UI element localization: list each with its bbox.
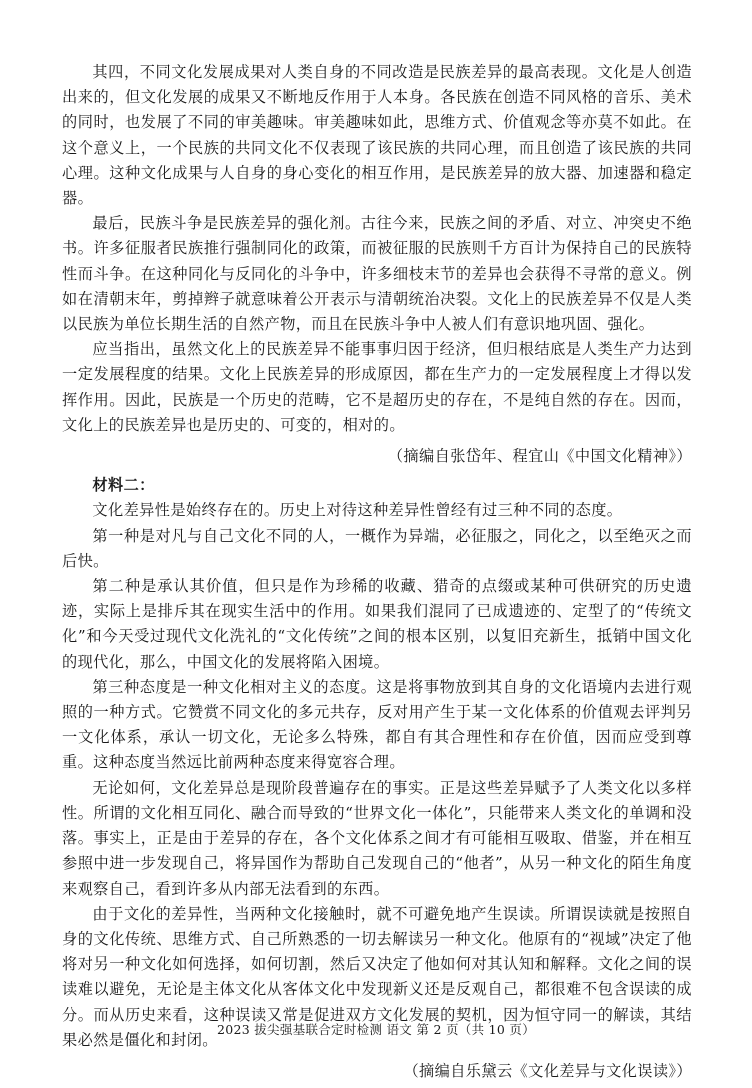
paragraph-fourth-point: 其四，不同文化发展成果对人类自身的不同改造是民族差异的最高表现。文化是人创造出来的，但文化发展的成果又不断地反作用于人本身。各民族在创造不同风格的音乐、美术的同时，也发展了不同的审美趣味。审美趣味如此，思维方式、价值观念等亦莫不如此。在这个意义上，一个民族的共同文化不仅表现了该民族的共同心理，而且创造了该民族的共同心理。这种文化成果与人自身的身心变化的相互作用，是民族差异的放大器、加速器和稳定器。 [62, 63, 692, 208]
source-citation-1: （摘编自张岱年、程宜山《中国文化精神》） [387, 447, 692, 466]
paragraph-economic-basis: 应当指出，虽然文化上的民族差异不能事事归因于经济，但归根结底是人类生产力达到一定发展程度的结果。文化上民族差异的形成原因，都在生产力的一定发展程度上才得以发挥作用。因此，民族是一个历史的范畴，它不是超历史的存在，不是纯自然的存在。因而，文化上的民族差异也是历史的、可变的，相对的。 [62, 340, 692, 434]
paragraph-second-attitude: 第二种是承认其价值，但只是作为珍稀的收藏、猎奇的点缀或某种可供研究的历史遗迹，实际上是排斥其在现实生活中的作用。如果我们混同了已成遗迹的、定型了的“传统文化”和今天受过现代文化洗礼的“文化传统”之间的根本区别，以复旧充新生，抵销中国文化的现代化，那么，中国文化的发展将陷入困境。 [62, 577, 692, 671]
paragraph-misreading: 由于文化的差异性，当两种文化接触时，就不可避免地产生误读。所谓误读就是按照自身的文化传统、思维方式、自己所熟悉的一切去解读另一种文化。他原有的“视域”决定了他将对另一种文化如何选择，如何切割，然后又决定了他如何对其认知和解释。文化之间的误读难以避免，无论是主体文化从客体文化中发现新义还是反观自己，都很难不包含误读的成分。而从历史来看，这种误读又常是促进双方文化发展的契机，因为恒守同一的解读，其结果必然是僵化和封闭。 [62, 904, 692, 1049]
paragraph-three-attitudes: 文化差异性是始终存在的。历史上对待这种差异性曾经有过三种不同的态度。 [92, 501, 623, 520]
paragraph-national-struggle: 最后，民族斗争是民族差异的强化剂。古往今来，民族之间的矛盾、对立、冲突史不绝书。许多征服者民族推行强制同化的政策，而被征服的民族则千方百计为保持自己的民族特性而斗争。在这种同化与反同化的斗争中，许多细枝末节的差异也会获得不寻常的意义。例如在清朝末年，剪掉辫子就意味着公开表示与清朝统治决裂。文化上的民族差异不仅是人类以民族为单位长期生活的自然产物，而且在民族斗争中人被人们有意识地巩固、强化。 [62, 214, 692, 334]
article-body [62, 60, 692, 1088]
page-footer: 2023 拔尖强基联合定时检测 语文 第 2 页（共 10 页） [216, 1022, 536, 1037]
paragraph-first-attitude: 第一种是对凡与自己文化不同的人，一概作为异端，必征服之，同化之，以至绝灭之而后快。 [62, 526, 692, 570]
material-two-heading: 材料二： [92, 476, 155, 495]
source-citation-2: （摘编自乐黛云《文化差异与文化误读》） [403, 1061, 692, 1080]
paragraph-diversity: 无论如何，文化差异总是现阶段普遍存在的事实。正是这些差异赋予了人类文化以多样性。所谓的文化相互同化、融合而导致的“世界文化一体化”，只能带来人类文化的单调和没落。事实上，正是由于差异的存在，各个文化体系之间才有可能相互吸取、借鉴，并在相互参照中进一步发现自己，将异国作为帮助自己发现自己的“他者”，从另一种文化的陌生角度来观察自己，看到许多从内部无法看到的东西。 [62, 778, 692, 898]
paragraph-third-attitude: 第三种态度是一种文化相对主义的态度。这是将事物放到其自身的文化语境内去进行观照的一种方式。它赞赏不同文化的多元共存，反对用产生于某一文化体系的价值观去评判另一文化体系，承认一切文化，无论多么特殊，都自有其合理性和存在价值，因而应受到尊重。这种态度当然远比前两种态度来得宽容合理。 [62, 677, 692, 772]
